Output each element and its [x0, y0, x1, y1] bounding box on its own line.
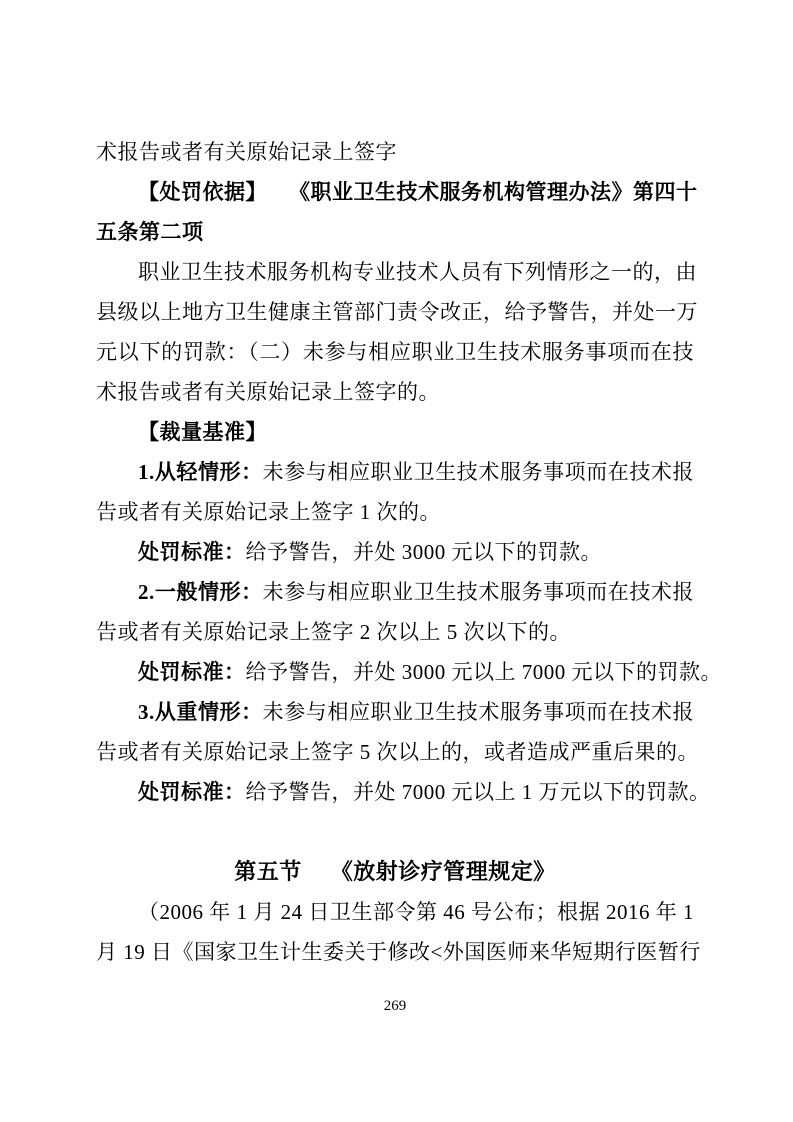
text-segment-bold: 【裁量基准】 [138, 420, 267, 444]
text-segment: 给予警告，并处 7000 元以上 1 万元以下的罚款。 [245, 780, 711, 804]
text-segment: 月 19 日《国家卫生计生委关于修改<外国医师来华短期行医暂行 [96, 940, 701, 964]
text-segment-bold: 3.从重情形： [138, 700, 263, 724]
text-segment-bold: 1.从轻情形： [138, 460, 263, 484]
text-segment-bold: 处罚标准： [138, 660, 246, 684]
text-segment-bold: 处罚标准： [138, 780, 246, 804]
document-content [96, 132, 722, 972]
text-line [96, 332, 694, 372]
text-line [96, 892, 694, 932]
text-line [96, 372, 694, 412]
text-line [96, 452, 694, 492]
text-segment-bold: 【处罚依据】 《职业卫生技术服务机构管理办法》第四十 [138, 180, 698, 204]
page-number: 269 [383, 998, 407, 1014]
text-segment: 职业卫生技术服务机构专业技术人员有下列情形之一的，由 [138, 260, 697, 284]
text-line [96, 692, 694, 732]
text-line [96, 132, 694, 172]
blank-line [96, 812, 694, 852]
text-segment-bold: 处罚标准： [138, 540, 246, 564]
text-line [96, 732, 699, 772]
text-segment: 给予警告，并处 3000 元以下的罚款。 [245, 540, 602, 564]
text-segment: （2006 年 1 月 24 日卫生部令第 46 号公布；根据 2016 年 1 [138, 900, 694, 924]
text-segment: 术报告或者有关原始记录上签字 [96, 140, 397, 164]
text-segment: 未参与相应职业卫生技术服务事项而在技术报 [262, 700, 695, 724]
text-segment: 元以下的罚款：（二）未参与相应职业卫生技术服务事项而在技 [96, 340, 694, 364]
text-segment: 告或者有关原始记录上签字 1 次的。 [96, 500, 441, 524]
text-line [96, 612, 694, 652]
text-line [96, 772, 711, 812]
text-line [96, 492, 694, 532]
text-line [96, 292, 698, 332]
text-line [96, 412, 694, 452]
text-segment-bold: 2.一般情形： [138, 580, 263, 604]
text-line [96, 932, 701, 972]
text-line [96, 532, 694, 572]
text-segment: 给予警告，并处 3000 元以上 7000 元以下的罚款。 [245, 660, 722, 684]
text-segment: 告或者有关原始记录上签字 2 次以上 5 次以下的。 [96, 620, 571, 644]
text-segment: 术报告或者有关原始记录上签字的。 [96, 380, 440, 404]
text-line [96, 172, 698, 212]
text-segment-bold: 第五节 《放射诊疗管理规定》 [234, 859, 556, 884]
text-segment: 未参与相应职业卫生技术服务事项而在技术报 [262, 460, 695, 484]
text-segment: 县级以上地方卫生健康主管部门责令改正，给予警告，并处一万 [96, 300, 698, 324]
text-line [96, 572, 694, 612]
text-segment: 告或者有关原始记录上签字 5 次以上的，或者造成严重后果的。 [96, 740, 699, 764]
text-line [96, 212, 694, 252]
section-heading [96, 852, 694, 892]
text-segment-bold: 五条第二项 [96, 220, 204, 244]
text-line [96, 252, 697, 292]
text-line [96, 652, 722, 692]
text-segment: 未参与相应职业卫生技术服务事项而在技术报 [262, 580, 695, 604]
